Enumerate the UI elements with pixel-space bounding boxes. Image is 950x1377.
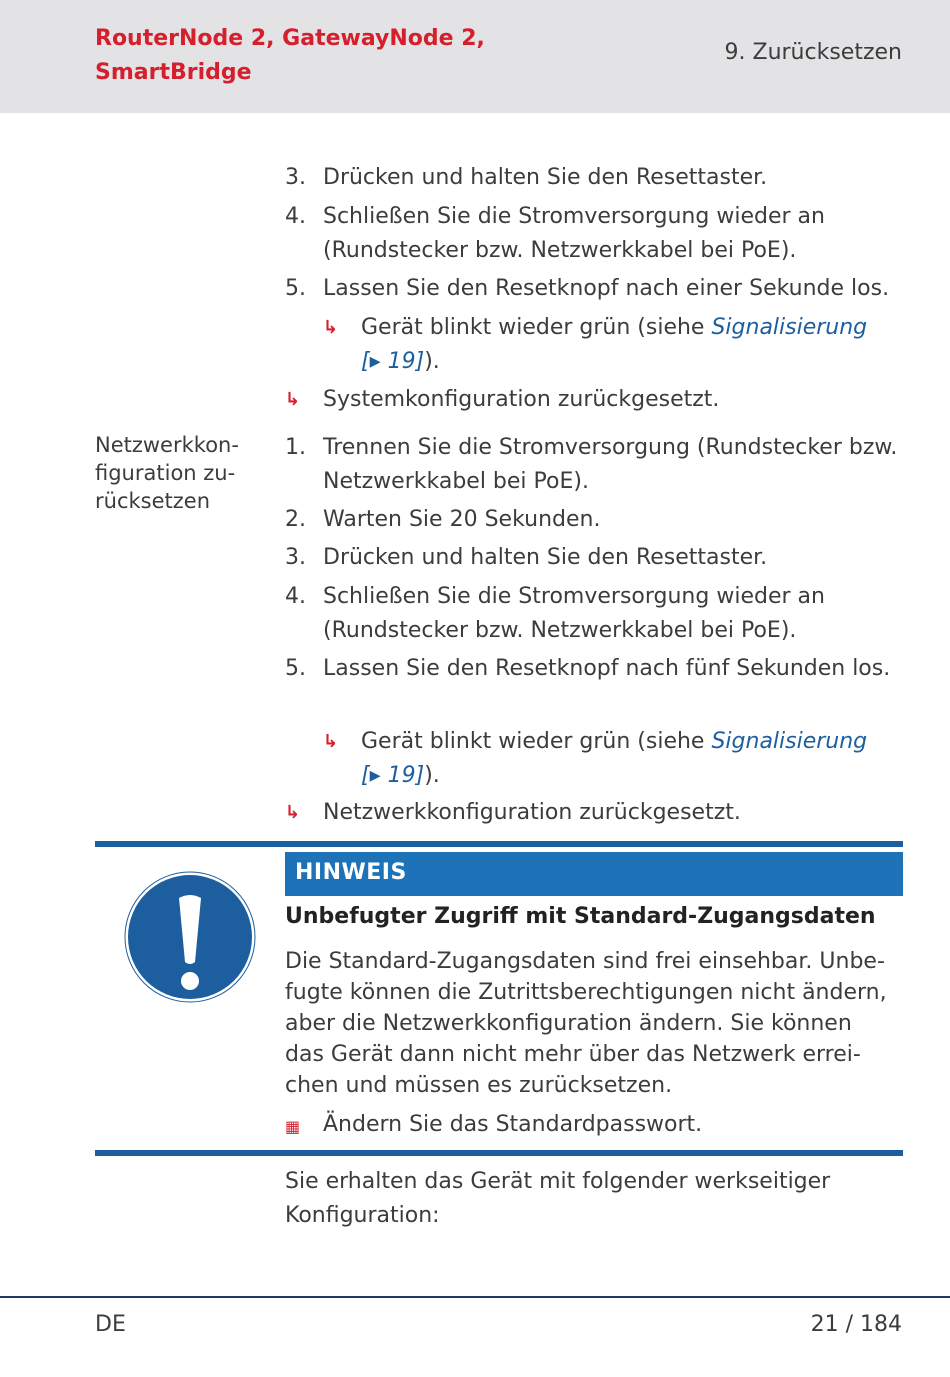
result-text: Gerät blinkt wieder grün (siehe Signalisierung [▸ 19]). [361,315,868,374]
step-text: Drücken und halten Sie den Resettaster. [323,545,768,570]
step-number: 3. [285,165,306,190]
result-text: Systemkonfiguration zurückgesetzt. [323,387,720,412]
notice-label: HINWEIS [295,860,407,885]
step-number: 4. [285,584,306,609]
closing-paragraph: Sie erhalten das Gerät mit folgender werkseitiger Konfiguration: [285,1169,831,1228]
step-number: 5. [285,276,306,301]
section-label: Netzwerkkon- figuration zu- rücksetzen [95,433,239,513]
chapter-title: 9. Zurücksetzen [724,40,902,65]
notice-body: Die Standard-Zugangsdaten sind frei einsehbar. Unbe- fugte können die Zutrittsberechtigungen nicht ändern, aber die Netzwerkkonfiguration ändern. Sie können das Gerät dann nicht mehr über das Netzwerk errei- chen und müssen es zurücksetzen. [285,949,887,1098]
step-number: 5. [285,656,306,681]
exclamation-icon [123,870,257,1004]
notice-title: Unbefugter Zugriff mit Standard-Zugangsdaten [285,904,876,929]
notice-bottom-rule [95,1150,903,1156]
result-text: Gerät blinkt wieder grün (siehe Signalisierung [▸ 19]). [361,729,868,788]
step-number: 3. [285,545,306,570]
result-arrow-icon: ↳ [285,389,301,410]
result-arrow-icon: ↳ [285,802,301,823]
footer-language: DE [95,1312,126,1337]
notice-top-rule [95,841,903,847]
action-text: Ändern Sie das Standardpasswort. [323,1112,703,1137]
notice-band [285,852,903,896]
result-text: Netzwerkkonfiguration zurückgesetzt. [323,800,741,825]
step-number: 1. [285,435,306,460]
footer-rule [0,1296,950,1298]
step-number: 4. [285,204,306,229]
signalisierung-link[interactable]: Signalisierung [▸ 19] [361,315,868,374]
step-text: Lassen Sie den Resetknopf nach fünf Sekunden los. [323,656,891,681]
step-text: Warten Sie 20 Sekunden. [323,507,601,532]
step-text: Lassen Sie den Resetknopf nach einer Sekunde los. [323,276,890,301]
step-text: Trennen Sie die Stromversorgung (Rundstecker bzw. Netzwerkkabel bei PoE). [323,435,898,494]
step-text: Drücken und halten Sie den Resettaster. [323,165,768,190]
page-number: 21 / 184 [810,1312,902,1337]
step-number: 2. [285,507,306,532]
action-grid-icon: ▦ [285,1117,301,1136]
signalisierung-link[interactable]: Signalisierung [▸ 19] [361,729,868,788]
page-header [0,0,950,113]
result-arrow-icon: ↳ [323,731,339,752]
product-title: RouterNode 2, GatewayNode 2, SmartBridge [95,26,485,85]
result-arrow-icon: ↳ [323,317,339,338]
step-text: Schließen Sie die Stromversorgung wieder an (Rundstecker bzw. Netzwerkkabel bei PoE). [323,204,825,263]
step-text: Schließen Sie die Stromversorgung wieder an (Rundstecker bzw. Netzwerkkabel bei PoE). [323,584,825,643]
